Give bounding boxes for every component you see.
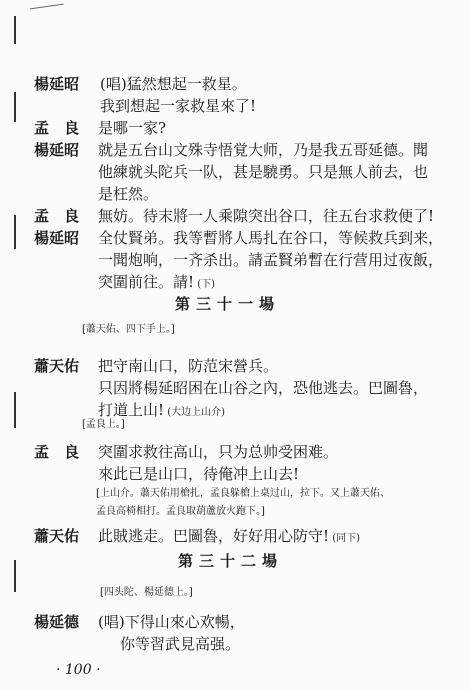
dialogue-line: [98, 612, 245, 632]
dialogue-line: [98, 442, 338, 462]
dialogue-text: 把守南山口，防范宋營兵。: [98, 357, 279, 375]
dialogue-line: [98, 526, 360, 549]
scene-31-entrance: [蕭天佑、四下手上。]: [82, 324, 175, 335]
dialogue-line: [98, 184, 158, 204]
dialogue-text: 突圍求救往高山，只为总帅受困难。: [98, 443, 339, 461]
dialogue-text: 此賊逃走。巴圖魯，好好用心防守!: [98, 527, 330, 545]
speaker-name: 楊延昭: [34, 75, 80, 93]
corner-scratch: [30, 4, 64, 13]
dialogue-line: [98, 378, 428, 398]
speaker-name: 孟 良: [34, 119, 80, 137]
page-number: · 100 ·: [56, 662, 101, 678]
binding-mark: [14, 92, 16, 122]
dialogue-line: [98, 356, 278, 376]
dialogue-text: 打道上山!: [98, 401, 165, 419]
speaker-name: 蕭天佑: [34, 527, 80, 545]
speaker-name: 楊延昭: [34, 141, 80, 159]
stage-note: (下): [194, 279, 216, 290]
dialogue-line: [98, 206, 434, 226]
dialogue-text: 突圍前往。請!: [98, 273, 195, 291]
stage-direction-line-2: 孟良高椅相打。孟良取葫蘆放火跑下。]: [96, 506, 265, 517]
dialogue-line: [98, 162, 428, 182]
dialogue-line: [98, 272, 215, 295]
dialogue-line: [120, 634, 240, 654]
speaker-name: 蕭天佑: [34, 357, 80, 375]
speaker-name: 楊延昭: [34, 229, 80, 247]
scene-31-heading: 第三十一場: [175, 295, 281, 313]
dialogue-line: [98, 118, 166, 138]
dialogue-text: 是枉然。: [98, 185, 159, 203]
dialogue-text: 就是五台山文殊寺悟覚大师，乃是我五哥延德。聞: [98, 141, 429, 159]
dialogue-text: 我到想起一家救星來了!: [100, 97, 257, 115]
dialogue-text: 他練就头陀兵一队，甚是驍勇。只是無人前去，也: [98, 163, 429, 181]
stage-direction-line-1: [上山介。蕭天佑用槍扎，孟良躲槍上桌过山，拉下。又上蕭天佑、: [96, 488, 390, 499]
dialogue-text: 全仗賢弟。我等暫將人馬扎在谷口，等候救兵到来，: [98, 229, 444, 247]
dialogue-text: 一聞炮响，一齐杀出。請孟賢弟暫在行营用过夜飯，: [98, 251, 444, 269]
dialogue-text: 來此已是山口，待俺冲上山去!: [98, 465, 300, 483]
dialogue-text: 只因將楊延昭困在山谷之內，恐他逃去。巴圖魯，: [98, 379, 429, 397]
dialogue-text: 無妨。待末將一人乘隙突出谷口，往五台求救便了!: [98, 207, 435, 225]
binding-mark: [14, 560, 16, 592]
dialogue-line: [100, 96, 256, 116]
scene-32-heading: 第三十二場: [178, 552, 284, 570]
scene-31-entrance-2: [孟良上。]: [82, 419, 125, 430]
speaker-name: 楊延德: [34, 613, 80, 631]
dialogue-text: 是哪一家?: [98, 119, 167, 137]
stage-note: (大边上山介): [164, 407, 226, 418]
stage-note: (同下): [329, 533, 361, 544]
dialogue-line: [98, 464, 299, 484]
dialogue-line: [100, 74, 247, 94]
dialogue-line: [98, 228, 443, 248]
dialogue-text: 你等習武見高强。: [120, 635, 241, 653]
binding-mark: [14, 392, 16, 428]
binding-mark: [14, 215, 16, 249]
speaker-name: 孟 良: [34, 443, 80, 461]
binding-mark: [14, 16, 16, 44]
dialogue-text: (唱)猛然想起一救星。: [100, 75, 247, 93]
dialogue-text: (唱)下得山來心欢暢，: [98, 613, 245, 631]
scene-32-entrance: [四头陀、楊延德上。]: [100, 587, 193, 598]
speaker-name: 孟 良: [34, 207, 80, 225]
dialogue-line: [98, 140, 428, 160]
dialogue-line: [98, 250, 443, 270]
